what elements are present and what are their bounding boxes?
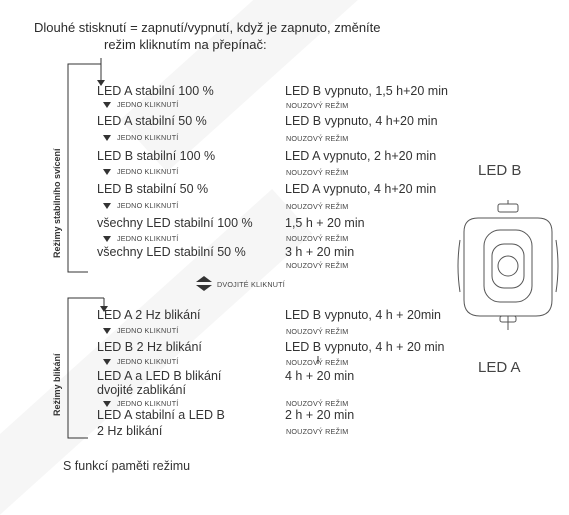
steady-row-6-right: 3 h + 20 min xyxy=(285,245,355,259)
steady-row-2-click: JEDNO KLIKNUTÍ xyxy=(103,133,179,142)
blink-row-1-left: LED A 2 Hz blikání xyxy=(97,308,201,322)
steady-row-1-left: LED A stabilní 100 % xyxy=(97,84,214,98)
blink-row-2-right: LED B vypnuto, 4 h + 20 min xyxy=(285,340,445,354)
blink-row-1-click: JEDNO KLIKNUTÍ xyxy=(103,326,179,335)
steady-row-4-right: LED A vypnuto, 4 h+20 min xyxy=(285,182,437,196)
steady-row-4-mode: NOUZOVÝ REŽIM xyxy=(286,202,349,211)
steady-row-2-mode: NOUZOVÝ REŽIM xyxy=(286,134,349,143)
blink-row-2-mode: NOUZOVÝ REŽIM xyxy=(286,358,349,367)
steady-row-1-right: LED B vypnuto, 1,5 h+20 min xyxy=(285,84,448,98)
down-arrow-icon xyxy=(103,102,111,108)
steady-row-2-right: LED B vypnuto, 4 h+20 min xyxy=(285,114,438,128)
blink-row-3-left-2: dvojité zablikání xyxy=(97,383,186,397)
down-arrow-icon xyxy=(103,169,111,175)
steady-row-6-mode: NOUZOVÝ REŽIM xyxy=(286,261,349,270)
down-arrow-icon xyxy=(103,135,111,141)
steady-row-3-left: LED B stabilní 100 % xyxy=(97,149,216,163)
blink-modes-label: Režimy blikání xyxy=(52,353,62,416)
blink-row-3-mode: NOUZOVÝ REŽIM xyxy=(286,399,349,408)
blink-row-4-right: 2 h + 20 min xyxy=(285,408,355,422)
down-arrow-icon xyxy=(103,328,111,334)
steady-row-5-left: všechny LED stabilní 100 % xyxy=(97,216,253,230)
blink-row-3-click: JEDNO KLIKNUTÍ xyxy=(103,399,179,408)
down-arrow-icon xyxy=(103,401,111,407)
blink-row-4-mode: NOUZOVÝ REŽIM xyxy=(286,427,349,436)
steady-row-5-click: JEDNO KLIKNUTÍ xyxy=(103,234,179,243)
steady-row-3-mode: NOUZOVÝ REŽIM xyxy=(286,168,349,177)
steady-row-3-right: LED A vypnuto, 2 h+20 min xyxy=(285,149,437,163)
steady-row-5-right: 1,5 h + 20 min xyxy=(285,216,365,230)
memory-function-note: S funkcí paměti režimu xyxy=(63,459,191,473)
steady-row-5-mode: NOUZOVÝ REŽIM xyxy=(286,234,349,243)
double-click-label: DVOJITÉ KLIKNUTÍ xyxy=(217,280,285,289)
steady-row-2-left: LED A stabilní 50 % xyxy=(97,114,207,128)
blink-row-2-left: LED B 2 Hz blikání xyxy=(97,340,202,354)
steady-modes-label: Režimy stabilního svícení xyxy=(52,148,62,258)
instruction-line-2: režim kliknutím na přepínač: xyxy=(104,37,267,52)
blink-row-1-right: LED B vypnuto, 4 h + 20min xyxy=(285,308,441,322)
blink-row-4-left: LED A stabilní a LED B xyxy=(97,408,225,422)
steady-row-4-left: LED B stabilní 50 % xyxy=(97,182,209,196)
steady-row-6-left: všechny LED stabilní 50 % xyxy=(97,245,246,259)
steady-row-4-click: JEDNO KLIKNUTÍ xyxy=(103,201,179,210)
steady-row-3-click: JEDNO KLIKNUTÍ xyxy=(103,167,179,176)
blink-row-1-mode: NOUZOVÝ REŽIM xyxy=(286,327,349,336)
down-arrow-icon xyxy=(103,236,111,242)
led-a-label: LED A xyxy=(478,359,521,376)
blink-row-3-left: LED A a LED B blikání xyxy=(97,369,222,383)
blink-row-3-right: 4 h + 20 min xyxy=(285,369,355,383)
blink-row-2-click: JEDNO KLIKNUTÍ xyxy=(103,357,179,366)
led-b-label: LED B xyxy=(478,162,522,179)
switch-device-illustration xyxy=(456,200,566,340)
blink-row-4-left-2: 2 Hz blikání xyxy=(97,424,163,438)
down-arrow-icon xyxy=(103,203,111,209)
steady-row-1-mode: NOUZOVÝ REŽIM xyxy=(286,101,349,110)
instruction-line-1: Dlouhé stisknutí = zapnutí/vypnutí, když je zapnuto, změníte xyxy=(34,20,381,35)
steady-row-1-click: JEDNO KLIKNUTÍ xyxy=(103,100,179,109)
down-arrow-icon xyxy=(103,359,111,365)
